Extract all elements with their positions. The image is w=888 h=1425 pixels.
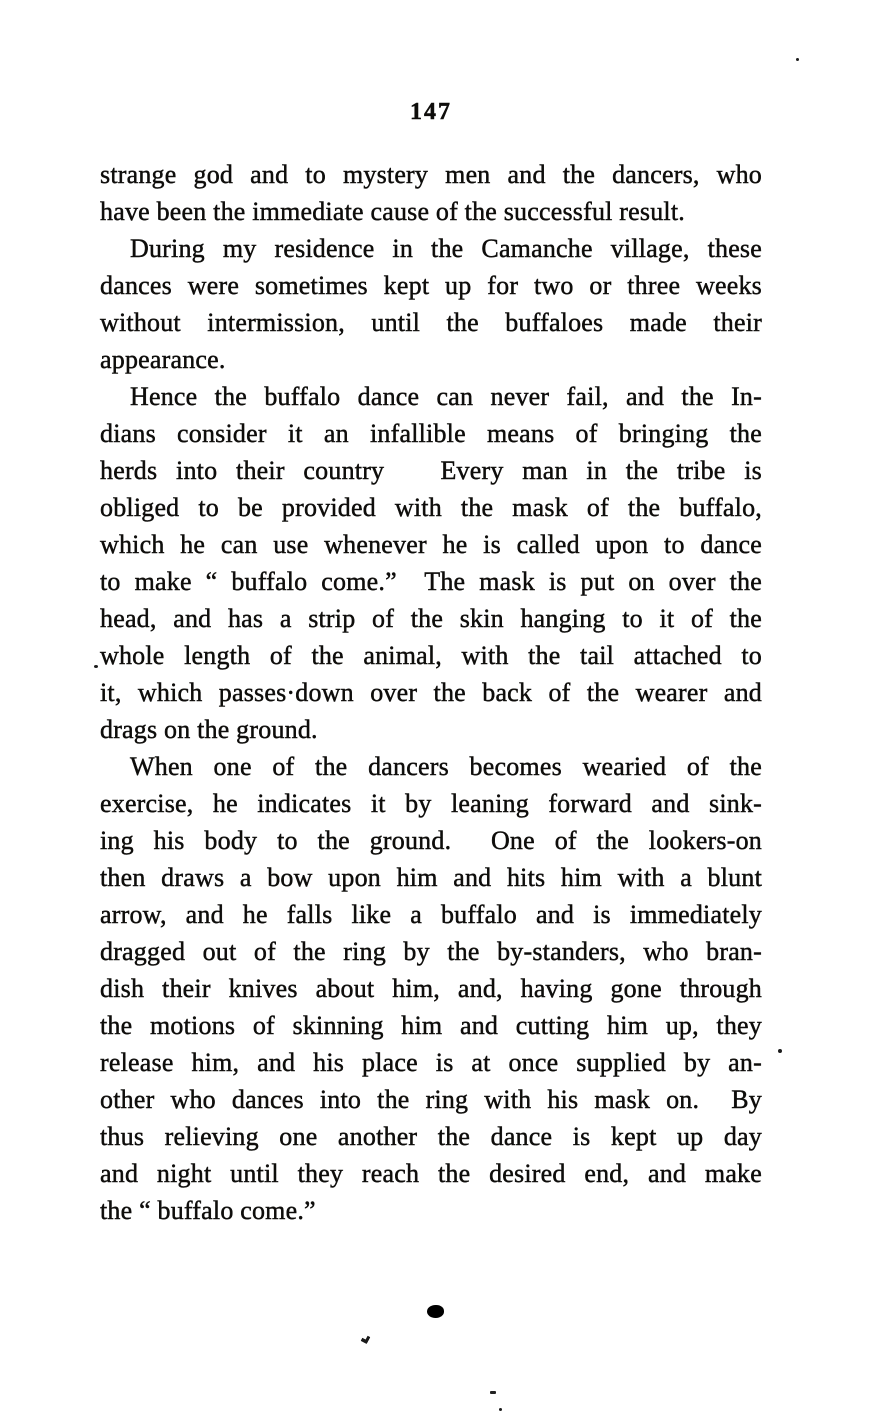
speck-after-they bbox=[778, 1049, 782, 1053]
text-line: whole length of the animal, with the tail attached to bbox=[100, 641, 762, 670]
text-line: release him, and his place is at once supplied by an- bbox=[100, 1048, 762, 1077]
page-number: 147 bbox=[410, 99, 452, 125]
text-line: the “ buffalo come.” bbox=[100, 1196, 316, 1225]
text-line: have been the immediate cause of the successful result. bbox=[100, 197, 685, 226]
text-line: appearance. bbox=[100, 345, 226, 374]
text-line: herds into their country Every man in the tribe is bbox=[100, 456, 762, 485]
squiggle-mark bbox=[361, 1334, 371, 1344]
text-line: obliged to be provided with the mask of the buffalo, bbox=[100, 493, 762, 522]
text-line: the motions of skinning him and cutting him up, they bbox=[100, 1011, 762, 1040]
dot-mark bbox=[499, 1408, 502, 1411]
text-block bbox=[100, 156, 762, 1229]
text-line: dians consider it an infallible means of bringing the bbox=[100, 419, 762, 448]
text-line: ing his body to the ground. One of the lookers-on bbox=[100, 826, 762, 855]
text-line: exercise, he indicates it by leaning forward and sink- bbox=[100, 789, 762, 818]
text-line: head, and has a strip of the skin hanging to it of the bbox=[100, 604, 762, 633]
dash-mark bbox=[490, 1391, 496, 1394]
text-line: which he can use whenever he is called upon to dance bbox=[100, 530, 762, 559]
text-line: then draws a bow upon him and hits him with a blunt bbox=[100, 863, 762, 892]
text-line: drags on the ground. bbox=[100, 715, 318, 744]
text-line: dragged out of the ring by the by-standers, who bran- bbox=[100, 937, 762, 966]
text-line: During my residence in the Camanche village, these bbox=[130, 234, 762, 263]
text-line: dish their knives about him, and, having gone through bbox=[100, 974, 762, 1003]
text-line: When one of the dancers becomes wearied of the bbox=[130, 752, 762, 781]
text-line: thus relieving one another the dance is kept up day bbox=[100, 1122, 762, 1151]
text-line: to make “ buffalo come.” The mask is put on over the bbox=[100, 567, 762, 596]
text-line: other who dances into the ring with his mask on. By bbox=[100, 1085, 762, 1114]
text-line: dances were sometimes kept up for two or three weeks bbox=[100, 271, 762, 300]
text-line: and night until they reach the desired end, and make bbox=[100, 1159, 762, 1188]
text-line: strange god and to mystery men and the dancers, who bbox=[100, 160, 762, 189]
speck-top-right bbox=[796, 58, 799, 61]
text-line: arrow, and he falls like a buffalo and is immediately bbox=[100, 900, 762, 929]
text-line: it, which passes·down over the back of the wearer and bbox=[100, 678, 762, 707]
text-line: Hence the buffalo dance can never fail, and the In- bbox=[130, 382, 762, 411]
ink-blot-ornament bbox=[427, 1305, 444, 1318]
speck-before-whole bbox=[94, 665, 98, 668]
text-line: without intermission, until the buffaloes made their bbox=[100, 308, 762, 337]
